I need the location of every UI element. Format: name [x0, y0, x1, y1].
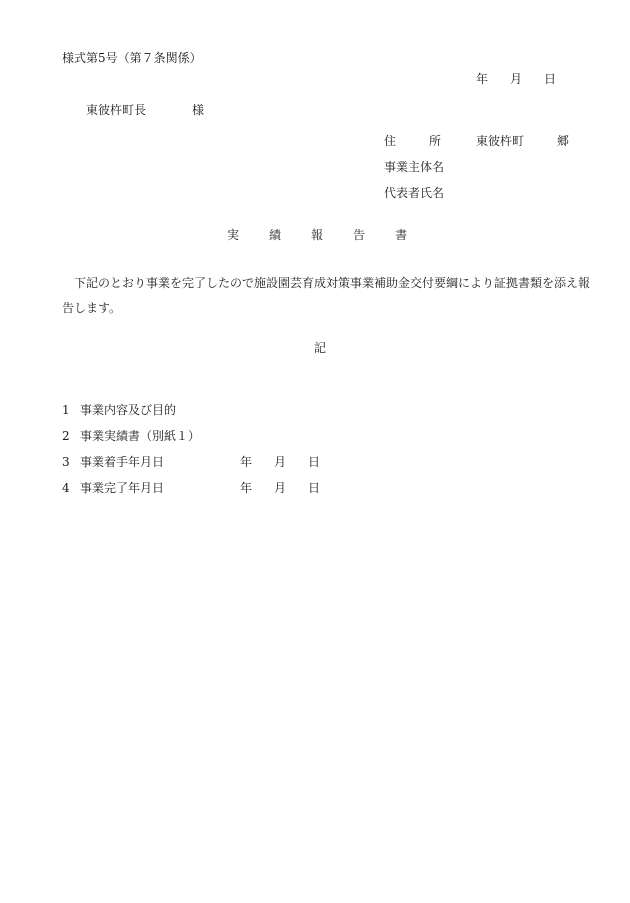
title-char: 告: [353, 228, 366, 242]
body-line-1: 下記のとおり事業を完了したので施設園芸育成対策事業補助金交付要綱により証拠書類を添え報: [62, 276, 591, 290]
header-date-day: 日: [544, 72, 557, 86]
form-number: 様式第5号（第７条関係）: [62, 51, 202, 65]
item-date-month: 月: [274, 455, 287, 469]
item-date-day: 日: [308, 481, 321, 495]
item-text: 事業実績書（別紙１）: [80, 429, 201, 443]
applicant-representative-row: [384, 186, 569, 212]
item-text: 事業完了年月日: [80, 481, 165, 495]
item-date-month: 月: [274, 481, 287, 495]
list-item: [62, 429, 200, 455]
item-date-day: 日: [308, 455, 321, 469]
address-label: 住 所: [384, 134, 442, 148]
ki-heading: 記: [314, 341, 327, 355]
item-number: 2: [62, 429, 70, 443]
title-char: 報: [311, 228, 324, 242]
item-list: [62, 403, 321, 507]
list-item: [62, 403, 200, 429]
body-paragraph: [62, 271, 591, 321]
address-town: 東彼杵町: [476, 134, 525, 148]
item-date-year: 年: [240, 481, 253, 495]
header-date: [476, 72, 556, 86]
addressee: [86, 103, 204, 117]
item-date-fields: [240, 455, 320, 469]
addressee-honorific: 様: [192, 103, 205, 117]
body-line-2: 告します。: [62, 301, 122, 315]
representative-label: 代表者氏名: [384, 186, 445, 200]
title-char: 績: [269, 228, 282, 242]
entity-label: 事業主体名: [384, 160, 445, 174]
header-date-year: 年: [476, 72, 489, 86]
applicant-address-row: [384, 134, 569, 160]
item-date-year: 年: [240, 455, 253, 469]
item-text: 事業着手年月日: [80, 455, 165, 469]
address-go: 郷: [557, 134, 570, 148]
item-number: 1: [62, 403, 70, 417]
document-title: [227, 228, 407, 242]
addressee-name: 東彼杵町長: [86, 103, 147, 117]
item-number: 3: [62, 455, 70, 469]
title-char: 書: [395, 228, 408, 242]
title-char: 実: [227, 228, 240, 242]
item-date-fields: [240, 481, 320, 495]
item-number: 4: [62, 481, 70, 495]
header-date-month: 月: [510, 72, 523, 86]
applicant-entity-row: [384, 160, 569, 186]
list-item: [62, 481, 321, 507]
applicant-block: [384, 134, 569, 212]
list-item: [62, 455, 321, 481]
item-text: 事業内容及び目的: [80, 403, 177, 417]
